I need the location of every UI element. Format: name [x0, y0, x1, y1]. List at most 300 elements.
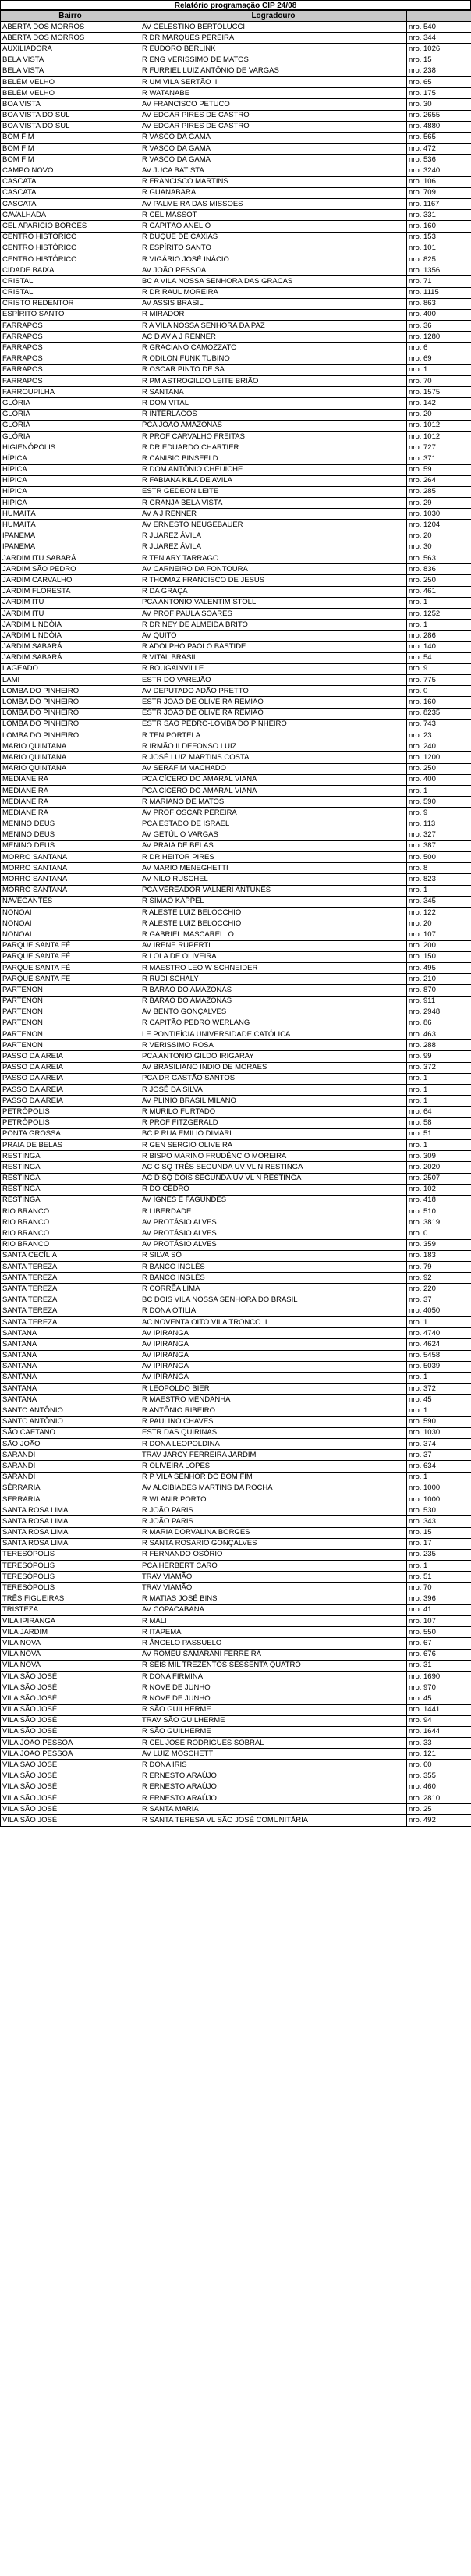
table-row	[1, 1384, 471, 1395]
cell-numero: nro. 4624	[407, 1339, 471, 1350]
cell-logradouro: R DONA IRIS	[140, 1760, 407, 1771]
table-row	[1, 542, 471, 553]
cell-numero: nro. 1441	[407, 1704, 471, 1715]
cell-bairro: SANTA ROSA LIMA	[1, 1505, 140, 1516]
table-row	[1, 309, 471, 320]
cell-bairro: JARDIM SABARÁ	[1, 652, 140, 663]
table-row	[1, 608, 471, 619]
cell-logradouro: R THOMAZ FRANCISCO DE JESUS	[140, 575, 407, 586]
table-row	[1, 1107, 471, 1117]
cell-numero: nro. 142	[407, 398, 471, 409]
cell-bairro: SANTA TEREZA	[1, 1316, 140, 1327]
cell-numero: nro. 286	[407, 631, 471, 641]
cell-bairro: TERESÓPOLIS	[1, 1572, 140, 1583]
cell-numero: nro. 634	[407, 1461, 471, 1472]
table-row	[1, 1561, 471, 1572]
table-row	[1, 1173, 471, 1184]
cell-bairro: FARRAPOS	[1, 321, 140, 332]
cell-numero: nro. 1115	[407, 287, 471, 298]
cell-bairro: IPANEMA	[1, 542, 140, 553]
cell-logradouro: R SANTANA	[140, 387, 407, 398]
cell-bairro: VILA SÃO JOSÉ	[1, 1804, 140, 1815]
cell-bairro: IPANEMA	[1, 531, 140, 542]
cell-bairro: VILA SÃO JOSÉ	[1, 1671, 140, 1682]
cell-bairro: LAMI	[1, 675, 140, 686]
cell-numero: nro. 29	[407, 498, 471, 509]
cell-logradouro: AV PALMEIRA DAS MISSOES	[140, 199, 407, 210]
cell-bairro: GLÓRIA	[1, 420, 140, 431]
cell-numero: nro. 183	[407, 1250, 471, 1261]
cell-bairro: NAVEGANTES	[1, 896, 140, 907]
table-row	[1, 509, 471, 520]
cell-numero: nro. 0	[407, 686, 471, 697]
cell-numero: nro. 250	[407, 763, 471, 774]
cell-bairro: MARIO QUINTANA	[1, 741, 140, 752]
cell-logradouro: R ENG VERISSIMO DE MATOS	[140, 55, 407, 66]
cell-bairro: LOMBA DO PINHEIRO	[1, 686, 140, 697]
cell-numero: nro. 31	[407, 1660, 471, 1671]
table-row	[1, 719, 471, 730]
table-row	[1, 951, 471, 962]
cell-bairro: PARTENON	[1, 1007, 140, 1018]
cell-logradouro: R BANCO INGLÊS	[140, 1273, 407, 1284]
table-row	[1, 1007, 471, 1018]
cell-bairro: SANTANA	[1, 1395, 140, 1405]
cell-logradouro: AC NOVENTA OITO VILA TRONCO II	[140, 1316, 407, 1327]
cell-numero: nro. 1	[407, 597, 471, 608]
table-row	[1, 498, 471, 509]
cell-bairro: HUMAITÁ	[1, 520, 140, 531]
table-row	[1, 99, 471, 110]
cell-numero: nro. 6	[407, 343, 471, 354]
cell-bairro: HÍPICA	[1, 486, 140, 497]
cell-logradouro: R DOM VITAL	[140, 398, 407, 409]
table-row	[1, 531, 471, 542]
cell-numero: nro. 510	[407, 1206, 471, 1217]
cell-bairro: PARTENON	[1, 996, 140, 1007]
cell-logradouro: R PROF FITZGERALD	[140, 1117, 407, 1128]
cell-numero: nro. 374	[407, 1439, 471, 1450]
cell-logradouro: PCA DR GASTÃO SANTOS	[140, 1073, 407, 1084]
table-row	[1, 1085, 471, 1096]
cell-bairro: SARANDI	[1, 1472, 140, 1483]
cell-logradouro: AV A J RENNER	[140, 509, 407, 520]
cell-numero: nro. 3819	[407, 1217, 471, 1228]
cell-numero: nro. 17	[407, 1538, 471, 1549]
table-row	[1, 1316, 471, 1327]
cell-bairro: VILA IPIRANGA	[1, 1616, 140, 1627]
table-row	[1, 110, 471, 121]
cell-bairro: FARRAPOS	[1, 376, 140, 387]
cell-bairro: SANTANA	[1, 1361, 140, 1372]
cell-numero: nro. 1	[407, 364, 471, 375]
cell-bairro: GLÓRIA	[1, 398, 140, 409]
table-row	[1, 675, 471, 686]
table-row	[1, 730, 471, 741]
table-row	[1, 1361, 471, 1372]
cell-bairro: PARTENON	[1, 1029, 140, 1040]
cell-bairro: HÍPICA	[1, 475, 140, 486]
cell-numero: nro. 372	[407, 1062, 471, 1073]
cell-logradouro: R INTERLAGOS	[140, 409, 407, 420]
cell-numero: nro. 9	[407, 663, 471, 674]
cell-bairro: GLÓRIA	[1, 409, 140, 420]
cell-logradouro: R MAESTRO MENDANHA	[140, 1395, 407, 1405]
cell-bairro: CENTRO HISTÓRICO	[1, 232, 140, 243]
table-row	[1, 1206, 471, 1217]
cell-logradouro: R DOM ANTÔNIO CHEUICHE	[140, 464, 407, 475]
cell-logradouro: R VASCO DA GAMA	[140, 155, 407, 165]
cell-logradouro: R JUAREZ ÁVILA	[140, 531, 407, 542]
table-row	[1, 962, 471, 973]
cell-numero: nro. 2020	[407, 1162, 471, 1173]
cell-bairro: LOMBA DO PINHEIRO	[1, 708, 140, 719]
cell-bairro: VILA JARDIM	[1, 1627, 140, 1638]
cell-numero: nro. 15	[407, 1527, 471, 1538]
cell-logradouro: AC D AV A J RENNER	[140, 332, 407, 343]
cell-bairro: SANTANA	[1, 1339, 140, 1350]
table-row	[1, 652, 471, 663]
cell-logradouro: R LEOPOLDO BIER	[140, 1384, 407, 1395]
cell-numero: nro. 565	[407, 132, 471, 143]
cell-numero: nro. 418	[407, 1195, 471, 1206]
cell-bairro: CASCATA	[1, 187, 140, 198]
cell-bairro: SANTA TEREZA	[1, 1306, 140, 1316]
cell-logradouro: AV BENTO GONÇALVES	[140, 1007, 407, 1018]
cell-logradouro: R CAPITÃO ANÉLIO	[140, 221, 407, 232]
cell-numero: nro. 41	[407, 1604, 471, 1615]
cell-bairro: LOMBA DO PINHEIRO	[1, 697, 140, 708]
cell-numero: nro. 1	[407, 785, 471, 796]
cell-numero: nro. 1280	[407, 332, 471, 343]
cell-numero: nro. 5039	[407, 1361, 471, 1372]
table-row	[1, 44, 471, 55]
cell-logradouro: R ERNESTO ARAÚJO	[140, 1771, 407, 1782]
cell-numero: nro. 1	[407, 1096, 471, 1107]
table-row	[1, 708, 471, 719]
table-row	[1, 1726, 471, 1737]
cell-numero: nro. 1	[407, 1372, 471, 1383]
cell-logradouro: AV IPIRANGA	[140, 1372, 407, 1383]
cell-logradouro: R SANTA TERESA VL SÃO JOSÉ COMUNITÁRIA	[140, 1815, 407, 1826]
table-row	[1, 199, 471, 210]
cell-numero: nro. 107	[407, 929, 471, 940]
cell-logradouro: R ALESTE LUIZ BELOCCHIO	[140, 908, 407, 918]
cell-bairro: PARQUE SANTA FÉ	[1, 962, 140, 973]
cell-numero: nro. 58	[407, 1117, 471, 1128]
cell-logradouro: R MATIAS JOSÉ BINS	[140, 1594, 407, 1604]
table-row	[1, 1527, 471, 1538]
cell-bairro: BOA VISTA DO SUL	[1, 110, 140, 121]
table-row	[1, 176, 471, 187]
cell-logradouro: R OLIVEIRA LOPES	[140, 1461, 407, 1472]
table-row	[1, 33, 471, 44]
cell-numero: nro. 30	[407, 99, 471, 110]
cell-logradouro: R ÂNGELO PASSUELO	[140, 1638, 407, 1649]
cell-logradouro: R CORRÊA LIMA	[140, 1284, 407, 1295]
table-row	[1, 1638, 471, 1649]
table-row	[1, 276, 471, 287]
cell-logradouro: R DR EDUARDO CHARTIER	[140, 442, 407, 453]
cell-logradouro: R DA GRAÇA	[140, 586, 407, 597]
cell-bairro: VILA NOVA	[1, 1660, 140, 1671]
cell-bairro: TRISTEZA	[1, 1604, 140, 1615]
table-row	[1, 940, 471, 951]
cell-logradouro: R RUDI SCHALY	[140, 974, 407, 985]
cell-numero: nro. 67	[407, 1638, 471, 1649]
cell-logradouro: BC DOIS VILA NOSSA SENHORA DO BRASIL	[140, 1295, 407, 1306]
cell-numero: nro. 23	[407, 730, 471, 741]
table-row	[1, 1184, 471, 1195]
cell-numero: nro. 121	[407, 1749, 471, 1760]
cell-numero: nro. 2655	[407, 110, 471, 121]
cell-logradouro: ESTR GEDEON LEITE	[140, 486, 407, 497]
cell-numero: nro. 400	[407, 774, 471, 785]
cell-numero: nro. 463	[407, 1029, 471, 1040]
table-row	[1, 741, 471, 752]
cell-bairro: CRISTAL	[1, 276, 140, 287]
cell-logradouro: R TEN ARY TARRAGO	[140, 553, 407, 564]
cell-bairro: RIO BRANCO	[1, 1217, 140, 1228]
table-row	[1, 1494, 471, 1505]
cell-bairro: FARRAPOS	[1, 343, 140, 354]
cell-bairro: JARDIM ITU	[1, 597, 140, 608]
cell-logradouro: R LIBERDADE	[140, 1206, 407, 1217]
cell-bairro: SERRARIA	[1, 1494, 140, 1505]
cell-bairro: SANTANA	[1, 1328, 140, 1339]
table-row	[1, 254, 471, 265]
table-row	[1, 165, 471, 176]
table-row	[1, 1549, 471, 1560]
cell-logradouro: ESTR DO VAREJÃO	[140, 675, 407, 686]
cell-numero: nro. 51	[407, 1572, 471, 1583]
table-row	[1, 1284, 471, 1295]
cell-numero: nro. 285	[407, 486, 471, 497]
cell-bairro: ABERTA DOS MORROS	[1, 33, 140, 44]
cell-logradouro: R VERISSIMO ROSA	[140, 1040, 407, 1051]
cell-bairro: ABERTA DOS MORROS	[1, 22, 140, 33]
cell-logradouro: R MIRADOR	[140, 309, 407, 320]
cell-numero: nro. 264	[407, 475, 471, 486]
cell-logradouro: AV JUCA BATISTA	[140, 165, 407, 176]
cell-numero: nro. 70	[407, 1583, 471, 1594]
cell-logradouro: R GRANJA BELA VISTA	[140, 498, 407, 509]
cell-logradouro: AV EDGAR PIRES DE CASTRO	[140, 110, 407, 121]
cell-bairro: RESTINGA	[1, 1162, 140, 1173]
cell-logradouro: R GUANABARA	[140, 187, 407, 198]
cell-logradouro: AV IPIRANGA	[140, 1361, 407, 1372]
cell-bairro: MENINO DEUS	[1, 830, 140, 840]
table-row	[1, 221, 471, 232]
table-row	[1, 1483, 471, 1494]
table-row	[1, 398, 471, 409]
cell-logradouro: R SIMAO KAPPEL	[140, 896, 407, 907]
table-row	[1, 763, 471, 774]
cell-numero: nro. 79	[407, 1262, 471, 1273]
cell-logradouro: ESTR DAS QUIRINAS	[140, 1427, 407, 1438]
cell-bairro: SANTA ROSA LIMA	[1, 1516, 140, 1527]
table-row	[1, 631, 471, 641]
cell-logradouro: R VASCO DA GAMA	[140, 132, 407, 143]
cell-numero: nro. 1204	[407, 520, 471, 531]
cell-logradouro: R ALESTE LUIZ BELOCCHIO	[140, 918, 407, 929]
cell-numero: nro. 4740	[407, 1328, 471, 1339]
table-row	[1, 985, 471, 996]
cell-bairro: PARQUE SANTA FÉ	[1, 940, 140, 951]
table-row	[1, 1051, 471, 1062]
cell-numero: nro. 563	[407, 553, 471, 564]
cell-numero: nro. 709	[407, 187, 471, 198]
cell-logradouro: R MARIA DORVALINA BORGES	[140, 1527, 407, 1538]
cell-numero: nro. 345	[407, 896, 471, 907]
cell-numero: nro. 8235	[407, 708, 471, 719]
cell-logradouro: R ANTÔNIO RIBEIRO	[140, 1405, 407, 1416]
cell-logradouro: R EUDORO BERLINK	[140, 44, 407, 55]
cell-bairro: AUXILIADORA	[1, 44, 140, 55]
cell-logradouro: R WATANABE	[140, 88, 407, 99]
cell-bairro: HÍPICA	[1, 498, 140, 509]
cell-logradouro: AV GETÚLIO VARGAS	[140, 830, 407, 840]
cell-logradouro: AV ROMEU SAMARANI FERREIRA	[140, 1649, 407, 1660]
cell-numero: nro. 590	[407, 1416, 471, 1427]
cell-bairro: BOM FIM	[1, 155, 140, 165]
cell-bairro: RIO BRANCO	[1, 1239, 140, 1250]
cell-bairro: SANTANA	[1, 1350, 140, 1361]
cell-numero: nro. 240	[407, 741, 471, 752]
table-row	[1, 586, 471, 597]
cell-bairro: VILA SÃO JOSÉ	[1, 1682, 140, 1693]
cell-bairro: BOM FIM	[1, 144, 140, 155]
table-row	[1, 597, 471, 608]
table-row	[1, 55, 471, 66]
table-row	[1, 697, 471, 708]
table-row	[1, 874, 471, 885]
cell-numero: nro. 970	[407, 1682, 471, 1693]
cell-bairro: CENTRO HISTÓRICO	[1, 243, 140, 254]
table-row	[1, 1096, 471, 1107]
cell-numero: nro. 20	[407, 409, 471, 420]
cell-logradouro: R FERNANDO OSÓRIO	[140, 1549, 407, 1560]
cell-bairro: PONTA GROSSA	[1, 1128, 140, 1139]
cell-bairro: GLÓRIA	[1, 431, 140, 442]
cell-numero: nro. 70	[407, 376, 471, 387]
cell-numero: nro. 71	[407, 276, 471, 287]
cell-logradouro: R GEN SERGIO OLIVEIRA	[140, 1139, 407, 1150]
cell-logradouro: R GABRIEL MASCARELLO	[140, 929, 407, 940]
cell-bairro: MEDIANEIRA	[1, 785, 140, 796]
table-row	[1, 364, 471, 375]
table-row	[1, 1262, 471, 1273]
table-row	[1, 475, 471, 486]
cell-logradouro: R DR HEITOR PIRES	[140, 852, 407, 863]
cell-logradouro: R CEL JOSÉ RODRIGUES SOBRAL	[140, 1738, 407, 1749]
cell-bairro: SANTA TEREZA	[1, 1262, 140, 1273]
table-row	[1, 155, 471, 165]
table-row	[1, 575, 471, 586]
cell-numero: nro. 1	[407, 885, 471, 896]
table-row	[1, 22, 471, 33]
column-header-numero	[407, 11, 471, 22]
table-row	[1, 863, 471, 874]
table-row	[1, 663, 471, 674]
cell-logradouro: R VASCO DA GAMA	[140, 144, 407, 155]
cell-bairro: FARRAPOS	[1, 332, 140, 343]
cell-bairro: JARDIM LINDÓIA	[1, 631, 140, 641]
cell-bairro: FARROUPILHA	[1, 387, 140, 398]
table-row	[1, 1073, 471, 1084]
table-row	[1, 752, 471, 763]
cell-numero: nro. 1030	[407, 1427, 471, 1438]
table-row	[1, 1450, 471, 1461]
cell-logradouro: PCA ESTADO DE ISRAEL	[140, 819, 407, 830]
cell-numero: nro. 1575	[407, 387, 471, 398]
cell-bairro: MORRO SANTANA	[1, 874, 140, 885]
cell-bairro: PARTENON	[1, 1018, 140, 1029]
cell-numero: nro. 472	[407, 144, 471, 155]
report-title: Relatório programação CIP 24/08	[0, 0, 471, 10]
cell-numero: nro. 387	[407, 840, 471, 851]
table-row	[1, 1771, 471, 1782]
table-row	[1, 996, 471, 1007]
cell-logradouro: R FRANCISCO MARTINS	[140, 176, 407, 187]
cell-bairro: CAVALHADA	[1, 210, 140, 221]
cell-logradouro: AV FRANCISCO PETUCO	[140, 99, 407, 110]
table-row	[1, 232, 471, 243]
cell-logradouro: AV QUITO	[140, 631, 407, 641]
cell-logradouro: R DONA FIRMINA	[140, 1671, 407, 1682]
cell-numero: nro. 870	[407, 985, 471, 996]
cell-bairro: PARQUE SANTA FÉ	[1, 951, 140, 962]
cell-numero: nro. 20	[407, 918, 471, 929]
cell-numero: nro. 400	[407, 309, 471, 320]
cell-numero: nro. 530	[407, 1505, 471, 1516]
cell-bairro: CASCATA	[1, 199, 140, 210]
cell-logradouro: R SÃO GUILHERME	[140, 1726, 407, 1737]
cell-bairro: VILA SÃO JOSÉ	[1, 1704, 140, 1715]
cell-numero: nro. 492	[407, 1815, 471, 1826]
cell-bairro: CRISTO REDENTOR	[1, 298, 140, 309]
table-row	[1, 1062, 471, 1073]
table-row	[1, 520, 471, 531]
cell-bairro: CASCATA	[1, 176, 140, 187]
table-row	[1, 564, 471, 575]
cell-numero: nro. 36	[407, 321, 471, 332]
table-row	[1, 354, 471, 364]
cell-bairro: HÍPICA	[1, 464, 140, 475]
cell-logradouro: AV IPIRANGA	[140, 1328, 407, 1339]
cell-numero: nro. 727	[407, 442, 471, 453]
cell-bairro: SANTO ANTÔNIO	[1, 1416, 140, 1427]
table-row	[1, 1760, 471, 1771]
cell-logradouro: TRAV VIAMÃO	[140, 1572, 407, 1583]
cell-logradouro: TRAV SÃO GUILHERME	[140, 1715, 407, 1726]
cell-logradouro: AV PROF OSCAR PEREIRA	[140, 808, 407, 819]
cell-logradouro: AV PRAIA DE BELAS	[140, 840, 407, 851]
cell-numero: nro. 37	[407, 1450, 471, 1461]
cell-bairro: VILA NOVA	[1, 1649, 140, 1660]
cell-numero: nro. 1012	[407, 431, 471, 442]
cell-logradouro: R BARÃO DO AMAZONAS	[140, 985, 407, 996]
table-row	[1, 1572, 471, 1583]
cell-logradouro: LE PONTIFÍCIA UNIVERSIDADE CATÓLICA	[140, 1029, 407, 1040]
cell-logradouro: R ADOLPHO PAOLO BASTIDE	[140, 641, 407, 652]
cell-bairro: SANTA ROSA LIMA	[1, 1527, 140, 1538]
table-row	[1, 774, 471, 785]
cell-numero: nro. 460	[407, 1782, 471, 1793]
cell-bairro: MARIO QUINTANA	[1, 752, 140, 763]
cell-logradouro: AV IPIRANGA	[140, 1339, 407, 1350]
table-row	[1, 343, 471, 354]
